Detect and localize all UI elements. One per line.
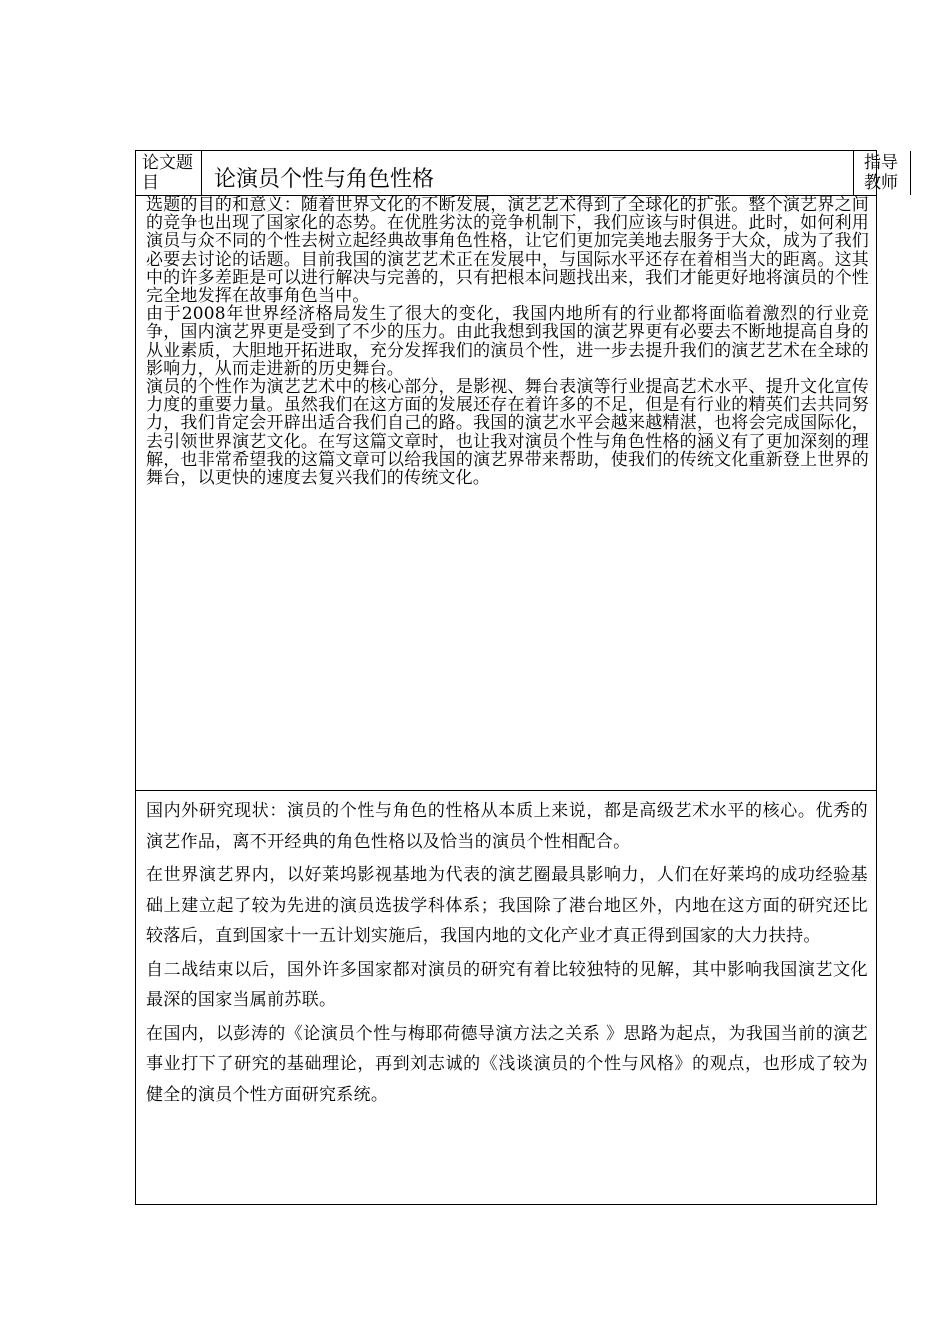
advisor-label-cell: [854, 151, 911, 195]
proposal-form-table: [135, 150, 898, 1205]
research-status-text: [146, 796, 868, 1110]
purpose-text: [146, 196, 869, 487]
status-paragraph: 在世界演艺界内，以好莱坞影视基地为代表的演艺圈最具影响力，人们在好莱坞的成功经验基础上建立起了较为先进的演员选拔学科体系；我国除了港台地区外，内地在这方面的研究还比较落后，直到国家十一五计划实施后，我国内地的文化产业才真正得到国家的大力扶持。: [146, 865, 868, 946]
form-header-row: [136, 151, 898, 196]
status-paragraph: 在国内，以彭涛的《论演员个性与梅耶荷德导演方法之关系 》思路为起点，为我国当前的演艺事业打下了研究的基础理论，再到刘志诚的《浅谈演员的个性与风格》的观点，也形成了较为健全的演员个性方面研究系统。: [146, 1023, 868, 1105]
title-label: 论文题目: [142, 153, 193, 193]
status-paragraph: 国内外研究现状：演员的个性与角色的性格从本质上来说，都是高级艺术水平的核心。优秀的演艺作品，离不开经典的角色性格以及恰当的演员个性相配合。: [146, 801, 868, 852]
purpose-paragraph: 选题的目的和意义：随着世界文化的不断发展，演艺艺术得到了全球化的扩张。整个演艺界之间的竞争也出现了国家化的态势。在优胜劣汰的竞争机制下，我们应该与时俱进。此时，如何利用演员与众不同的个性去树立起经典故事角色性格，让它们更加完美地去服务于大众，成为了我们必要去讨论的话题。目前我国的演艺艺术正在发展中，与国际水平还存在着相当大的距离。这其中的许多差距是可以进行解决与完善的，只有把根本问题找出来，我们才能更好地将演员的个性完全地发挥在故事角色当中。: [146, 195, 869, 307]
advisor-label: 指导教师: [864, 153, 898, 193]
status-paragraph: 自二战结束以后，国外许多国家都对演员的研究有着比较独特的见解，其中影响我国演艺文化最深的国家当属前苏联。: [146, 959, 868, 1010]
title-label-cell: [136, 151, 202, 195]
purpose-section: [136, 196, 876, 791]
purpose-paragraph: 演员的个性作为演艺艺术中的核心部分，是影视、舞台表演等行业提高艺术水平、提升文化宣传力度的重要力量。虽然我们在这方面的发展还存在着许多的不足，但是有行业的精英们去共同努力，我们肯定会开辟出适合我们自己的路。我国的演艺水平会越来越精湛，也将会完成国际化，去引领世界演艺文化。在写这篇文章时，也让我对演员个性与角色性格的涵义有了更加深刻的理解，也非常希望我的这篇文章可以给我国的演艺界带来帮助，使我们的传统文化重新登上世界的舞台，以更快的速度去复兴我们的传统文化。: [146, 377, 869, 489]
thesis-title: 论演员个性与角色性格: [214, 167, 435, 192]
research-status-section: [136, 792, 876, 1204]
purpose-paragraph: 由于2008年世界经济格局发生了很大的变化，我国内地所有的行业都将面临着激烈的行业竞争，国内演艺界更是受到了不少的压力。由此我想到我国的演艺界更有必要去不断地提高自身的从业素质，大胆地开拓进取，充分发挥我们的演员个性，进一步去提升我们的演艺艺术在全球的影响力，从而走进新的历史舞台。: [146, 304, 869, 379]
title-value-cell: [202, 151, 854, 195]
